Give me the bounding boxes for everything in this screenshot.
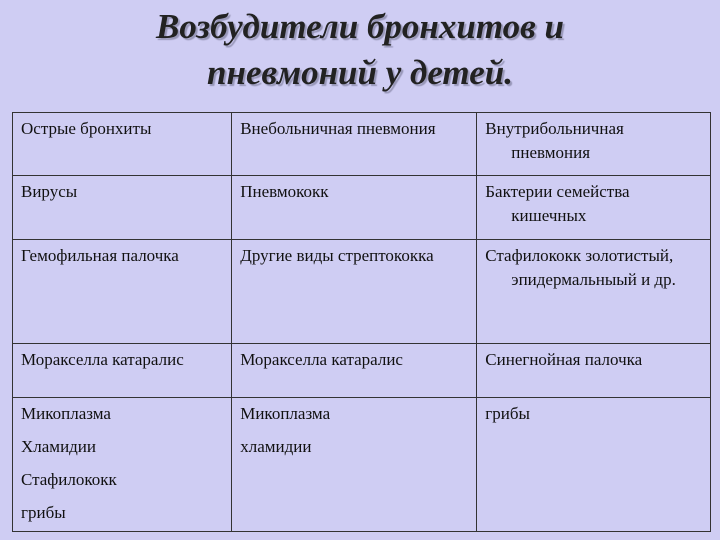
pathogen-text: Вирусы [21,182,78,201]
pathogen-text: Бактерии семейства кишечных [485,182,630,225]
pathogen-text: хламидии [240,437,312,456]
pathogen-text: Микоплазма [240,404,331,423]
pathogen-text: Другие виды стрептококка [240,246,434,265]
pathogen-text: Микоплазма [21,404,111,423]
table-row [13,176,711,240]
slide-title-line-2: пневмоний у детей. [207,53,513,92]
pathogen-text: Гемофильная палочка [21,246,179,265]
cell-acute-bronchitis [13,176,232,240]
cell-community-pneumonia [232,176,477,240]
pathogen-text: Стафилококк [21,470,117,489]
cell-acute-bronchitis [13,344,232,398]
pathogen-text: грибы [485,404,530,423]
header-acute-bronchitis [13,113,232,176]
header-hospital-pneumonia [477,113,711,176]
cell-hospital-pneumonia [477,398,711,532]
cell-community-pneumonia [232,398,477,532]
cell-community-pneumonia [232,240,477,344]
table-row [13,344,711,398]
header-cell-text: Острые бронхиты [21,119,152,138]
pathogen-text: Стафилококк золотистый, эпидермальныый и др. [485,246,676,289]
pathogens-table [12,112,711,532]
cell-hospital-pneumonia [477,176,711,240]
table-row [13,240,711,344]
pathogen-text: Хламидии [21,437,97,456]
slide-title-line-1: Возбудители бронхитов и [156,7,564,46]
pathogen-text: Синегнойная палочка [485,350,643,369]
pathogen-text: Пневмококк [240,182,329,201]
header-cell-text: Внутрибольничная пневмония [485,119,624,162]
cell-acute-bronchitis [13,240,232,344]
pathogen-text: Моракселла катаралис [21,350,184,369]
header-community-pneumonia [232,113,477,176]
pathogen-text: Моракселла катаралис [240,350,403,369]
slide-title [0,4,720,96]
cell-community-pneumonia [232,344,477,398]
cell-acute-bronchitis [13,398,232,532]
header-cell-text: Внебольничная пневмония [240,119,436,138]
table-row [13,398,711,532]
cell-hospital-pneumonia [477,240,711,344]
pathogen-text: грибы [21,503,66,522]
table-header-row [13,113,711,176]
cell-hospital-pneumonia [477,344,711,398]
